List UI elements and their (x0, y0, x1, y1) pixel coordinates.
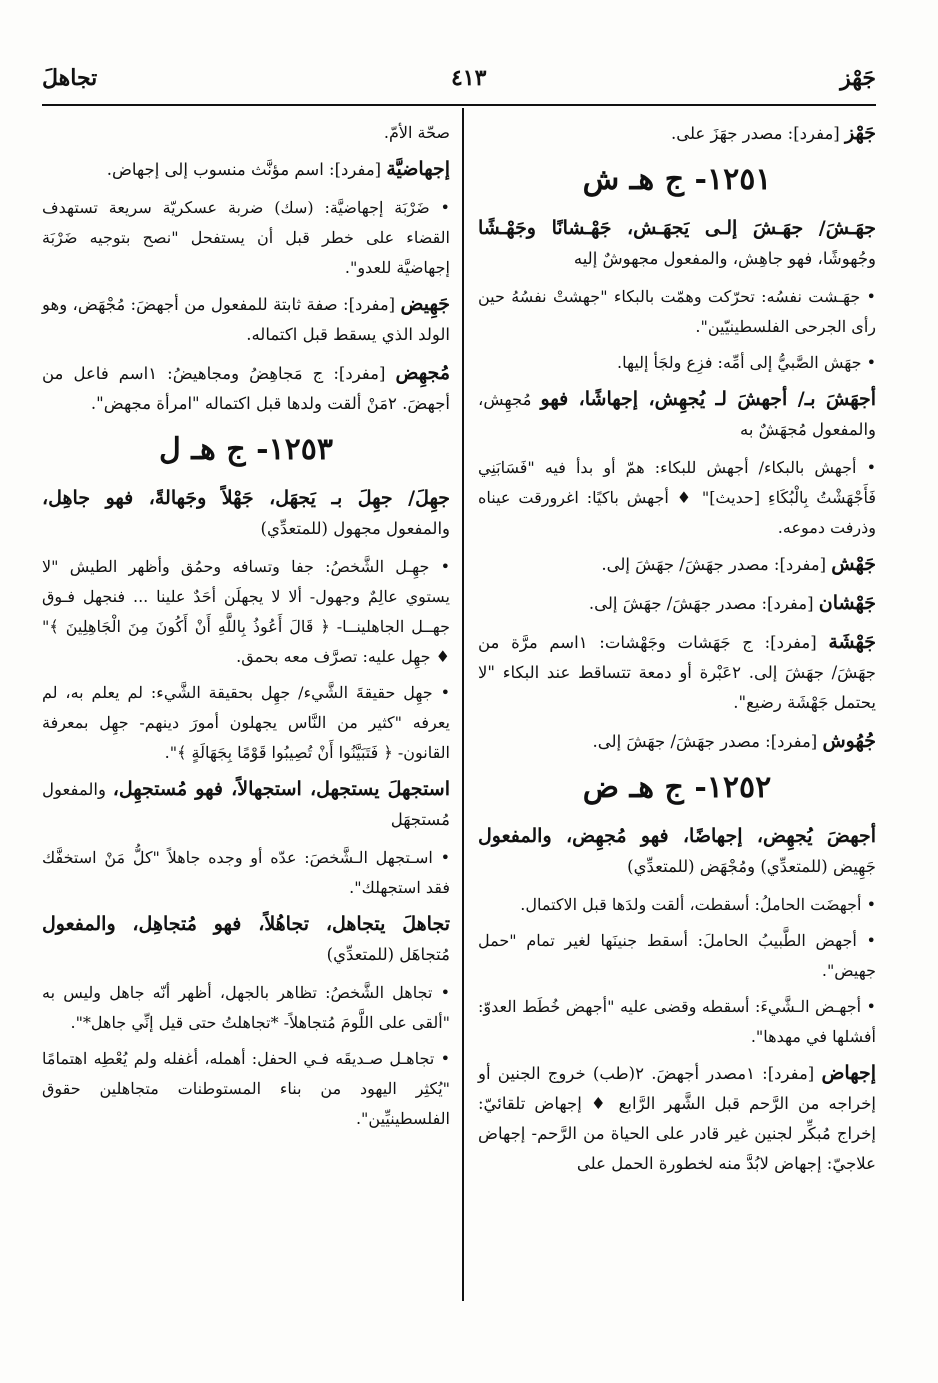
definition-text: [مفرد]: ج مَجاهِضُ ومجاهيضُ: ١اسم فاعل من أجهضَ. ٢مَنْ ألقت ولدها قبل اكتماله "امرأة مجهض". (42, 364, 450, 413)
example-line: • جهَـشت نفسُه: تحرّكت وهمّت بالبكاء "جهشتْ نفسُهُ حين رأى الجرحى الفلسطينيّين". (478, 287, 876, 336)
definition-text: وجُهوشًا، فهو جاهِش، والمفعول مجهوشٌ إليه (573, 249, 876, 268)
dictionary-entry (478, 549, 876, 580)
example-line: • اسـتجهل الـشَّخصَ: عدّه أو وجده جاهلاً "كلُّ مَنْ استخفَّك فقد استجهلك". (42, 848, 450, 897)
headword: أجهضَ يُجهِض، إجهاضًا، فهو مُجهِض، والمفعول (478, 825, 876, 847)
dictionary-entry (478, 726, 876, 757)
root-heading: ١٢٥٢- ج هـ ض (582, 770, 772, 805)
headword: جهَـشَ/ جهَـشَ إلـى يَجهَـش، جَهْـشانًا وجَهْـشًا (478, 217, 876, 239)
dictionary-entry (42, 289, 450, 350)
definition-text: والمفعول مجهول (للمتعدِّي) (260, 519, 450, 538)
dictionary-entry (478, 1058, 876, 1179)
definition-text: [مفرد]: صفة ثابتة للمفعول من أجهضَ: مُجْهَض، وهو الولد الذي يسقط قبل اكتماله. (42, 295, 450, 344)
headword: جهِلَ/ جهِلَ بـ يَجهَل، جَهْلاً وجَهالةً، فهو جاهِل، (42, 487, 450, 509)
root-heading: ١٢٥١- ج هـ ش (582, 162, 772, 197)
example-line: • ضَرْبَة إجهاضيَّة: (سك) ضربة عسكريّة سريعة تستهدف القضاء على خطر قبل أن يستفحل "نصح بتوجيه ضَرْبَة إجهاضيَّة للعدو". (42, 198, 450, 277)
dictionary-entry (478, 384, 876, 445)
header-left-word: تجاهلَ (42, 65, 98, 91)
example-line: • أجهش بالبكاء/ أجهش للبكاء: همّ أو بدأ فيه "فَسَابَنِي فَأَجْهَشْتُ بِالْبُكَاءِ [حديث]" ♦ أجهش باكيًا: اغرورقت عيناه وذرفت دموعه. (478, 458, 876, 537)
definition-text: [مفرد]: مصدر جهَشَ/ جهَشَ إلى. (592, 732, 818, 751)
example-line: صحّة الأمّ. (383, 123, 450, 142)
headword: تجاهلَ يتجاهل، تجاهُلاً، فهو مُتجاهِل، والمفعول (42, 913, 450, 935)
headword: جَهِيض (400, 293, 450, 315)
dictionary-entry (478, 821, 876, 882)
example-line: • أجهـض الـشَّيءَ: أسقطه وقضى عليه "أجهض خُطَط العدوّ: أفشلها في مهدها". (478, 997, 876, 1046)
dictionary-entry (42, 909, 450, 970)
example-line: • جهِل حقيقةَ الشَّيء/ جهِل بحقيقة الشَّيء: لم يعلم به، لم يعرفه "كثير من النَّاس يجهلون أمورَ دينهم- جهِل بمعرفة القانون- ﴿ فَتَبَيَّنُوا أَنْ تُصِيبُوا قَوْمًا بِجَهَالَةٍ ﴾". (42, 683, 450, 762)
example-line: • أجهض الطَّبيبُ الحاملَ: أسقط جنينَها لغير تمام "حمل جهيض". (478, 931, 876, 980)
example-line: • أجهضَت الحاملُ: أسقطت، ألقت ولدَها قبل الاكتمال. (520, 895, 876, 914)
definition-text: [مفرد]: ١مصدر أجهضَ. ٢(طب) خروج الجنين أو إخراجه من الرَّحم قبل الشَّهر الرَّابع ♦ إجهاض تلقائيّ: إخراج مُبكِّر لجنين غير قادر على الحياة من الرَّحم- إجهاض علاجيّ: إجهاض لابُدَّ منه لخطورة الحمل على (478, 1064, 876, 1173)
left-column (42, 118, 450, 1140)
dictionary-entry (478, 627, 876, 718)
dictionary-entry (42, 774, 450, 835)
example-line: • تجاهـل صـديقَه فـي الحفل: أهمله، أغفله ولم يُعْطِه اهتمامًا "يُكثِر اليهود من بناء المستوطنات متجاهلين حقوق الفلسطينيِّين". (42, 1049, 450, 1128)
root-heading: ١٢٥٣- ج هـ ل (158, 432, 333, 467)
headword: إجهاض (821, 1062, 876, 1084)
headword: جَهْز (845, 122, 876, 144)
page-number: ٤١٣ (450, 65, 487, 91)
header-rule (42, 104, 876, 106)
headword: جَهْشَة (828, 631, 876, 653)
headword: استجهلَ يستجهل، استجهالاً، فهو مُستجهِل، (112, 778, 450, 800)
definition-text: [مفرد]: مصدر جهَشَ/ جهَشَ إلى. (601, 555, 827, 574)
column-divider (462, 108, 464, 1301)
definition-text: مُجهِش، والمفعول مُجهَشٌ به (478, 390, 876, 439)
page-header (42, 58, 876, 98)
definition-text: [مفرد]: مصدر جهَزَ على. (670, 124, 840, 143)
headword: جَهْش (831, 553, 876, 575)
example-line: • جهِـل الشَّخصُ: جفا وتسافه وحمُق وأظهر الطيش "لا يستوي عالِمٌ وجهول- ألا لا يجهلَن أحَدٌ علينا ... فنجهل فـوق جهــل الجاهلينــا- ﴿ قَالَ أَعُوذُ بِاللَّهِ أَنْ أَكُونَ مِنَ الْجَاهِلِينَ ﴾" ♦ جهِل عليه: تصرَّف معه بحمق. (42, 557, 450, 666)
header-right-word: جَهْز (840, 65, 876, 91)
definition-text: مُتجاهَل (للمتعدِّي) (326, 945, 450, 964)
definition-text: جَهِيض (للمتعدِّي) ومُجْهَض (للمتعدِّي) (627, 857, 876, 876)
definition-text: [مفرد]: مصدر جهَشَ/ جهَشَ إلى. (588, 594, 814, 613)
definition-text: والمفعول مُستجهَل (42, 780, 450, 829)
headword: جَهْشان (818, 592, 876, 614)
example-line: • تجاهل الشَّخصُ: تظاهر بالجهل، أظهر أنّه جاهل وليس به "ألقى على اللَّومَ مُتجاهلاً- *تجاهلتُ حتى قيل إنِّي جاهل*". (42, 983, 450, 1032)
definition-text: [مفرد]: اسم مؤنَّث منسوب إلى إجهاض. (106, 160, 382, 179)
definition-text: [مفرد]: ج جَهَشات وجَهْشات: ١اسم مرَّة من جهَشَ/ جهَشَ إلى. ٢عَبْرة أو دمعة تتساقط عند البكاء "لا يحتمل جَهْشَة رضيع". (478, 633, 876, 712)
dictionary-entry (478, 213, 876, 274)
headword: أجهَشَ بـ/ أجهشَ لـ يُجهِش، إجهاشًا، فهو (540, 388, 876, 410)
example-line: • جهَش الصَّبيُّ إلى أمِّه: فزِع ولجَأ إليها. (616, 353, 876, 372)
headword: مُجهِض (395, 362, 450, 384)
dictionary-entry (478, 118, 876, 149)
headword: جُهُوش (822, 730, 876, 752)
dictionary-entry (478, 588, 876, 619)
dictionary-entry (42, 483, 450, 544)
right-column (478, 118, 876, 1187)
dictionary-entry (42, 358, 450, 419)
dictionary-entry (42, 154, 450, 185)
headword: إجهاضيَّة (386, 158, 450, 180)
